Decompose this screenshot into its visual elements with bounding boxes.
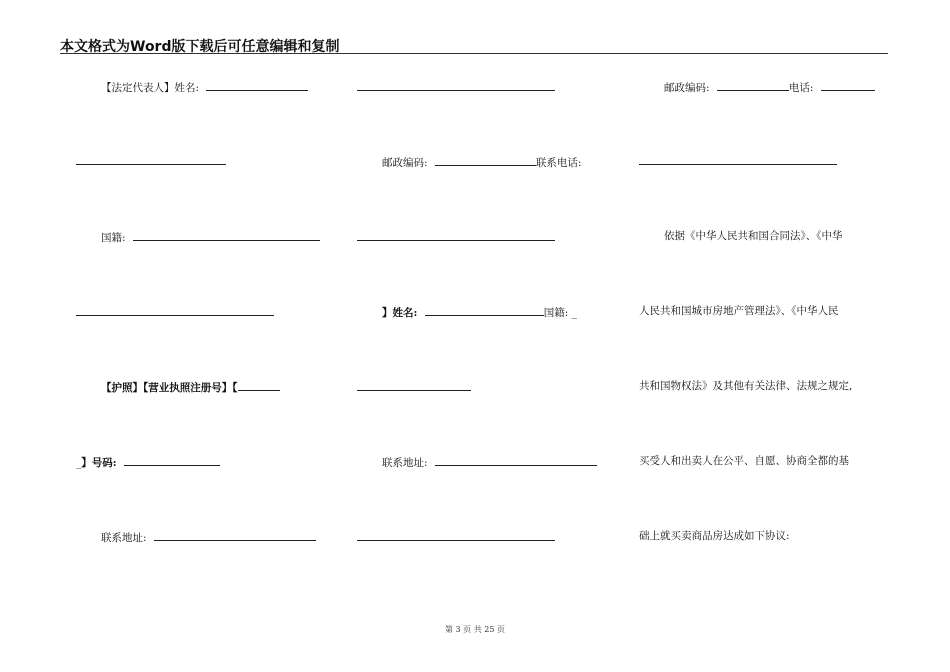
legal-rep-name-blank[interactable]: [206, 80, 308, 91]
col1-blank-line-1[interactable]: [76, 164, 226, 165]
passport-label: 【护照】【营业执照注册号】【: [101, 382, 238, 394]
party-nationality-label: 国籍:: [543, 307, 569, 319]
party-name-row: [382, 305, 577, 320]
id-number-blank[interactable]: [124, 455, 220, 466]
agreement-para-line-1: 依据《中华人民共和国合同法》、《中华: [664, 230, 843, 242]
seller-postal-row: [664, 80, 875, 95]
legal-rep-name-label: 【法定代表人】姓名:: [101, 82, 200, 94]
agreement-para-line-2: 人民共和国城市房地产管理法》、《中华人民: [639, 305, 839, 317]
seller-phone-blank[interactable]: [821, 80, 875, 91]
legal-rep-name-row: [101, 80, 308, 95]
address-blank[interactable]: [154, 530, 316, 541]
col1-blank-line-2[interactable]: [76, 315, 274, 316]
address-row: [101, 530, 316, 545]
passport-row: [101, 380, 280, 395]
agreement-para-line-3: 共和国物权法》及其他有关法律、法规之规定,: [639, 380, 853, 392]
page-number: 第 3 页 共 25 页: [445, 625, 505, 634]
col2-blank-line-2[interactable]: [357, 240, 555, 241]
seller-postal-blank[interactable]: [717, 80, 789, 91]
contact-phone-label: 联系电话:: [535, 157, 582, 169]
address-label: 联系地址:: [101, 532, 147, 544]
party-nationality-tail: _: [571, 307, 577, 319]
passport-blank[interactable]: [238, 380, 280, 391]
party-name-label: 】姓名:: [382, 307, 418, 319]
seller-postal-label: 邮政编码:: [664, 82, 710, 94]
agreement-para-line-5: 础上就买卖商品房达成如下协议:: [639, 530, 790, 542]
nationality-label: 国籍:: [101, 232, 126, 244]
contact-address-row: [382, 455, 597, 470]
postal-code-blank[interactable]: [435, 155, 536, 166]
id-number-prefix: _: [76, 457, 82, 469]
contact-address-blank[interactable]: [435, 455, 597, 466]
nationality-row: [101, 230, 320, 245]
seller-phone-label: 电话:: [788, 82, 814, 94]
party-name-blank[interactable]: [425, 305, 544, 316]
postal-code-label: 邮政编码:: [382, 157, 428, 169]
col2-blank-line-4[interactable]: [357, 540, 555, 541]
header-rule: [60, 53, 888, 54]
col2-blank-line-1[interactable]: [357, 90, 555, 91]
contact-address-label: 联系地址:: [382, 457, 428, 469]
col2-blank-line-3[interactable]: [357, 390, 471, 391]
col3-blank-line-1[interactable]: [639, 164, 837, 165]
agreement-para-line-4: 买受人和出卖人在公平、自愿、协商全都的基: [639, 455, 849, 467]
nationality-blank[interactable]: [133, 230, 320, 241]
postal-phone-row: [382, 155, 581, 170]
id-number-row: [76, 455, 220, 470]
document-header: 本文格式为Word版下载后可任意编辑和复制: [60, 39, 340, 55]
id-number-label: 】号码:: [81, 457, 117, 469]
